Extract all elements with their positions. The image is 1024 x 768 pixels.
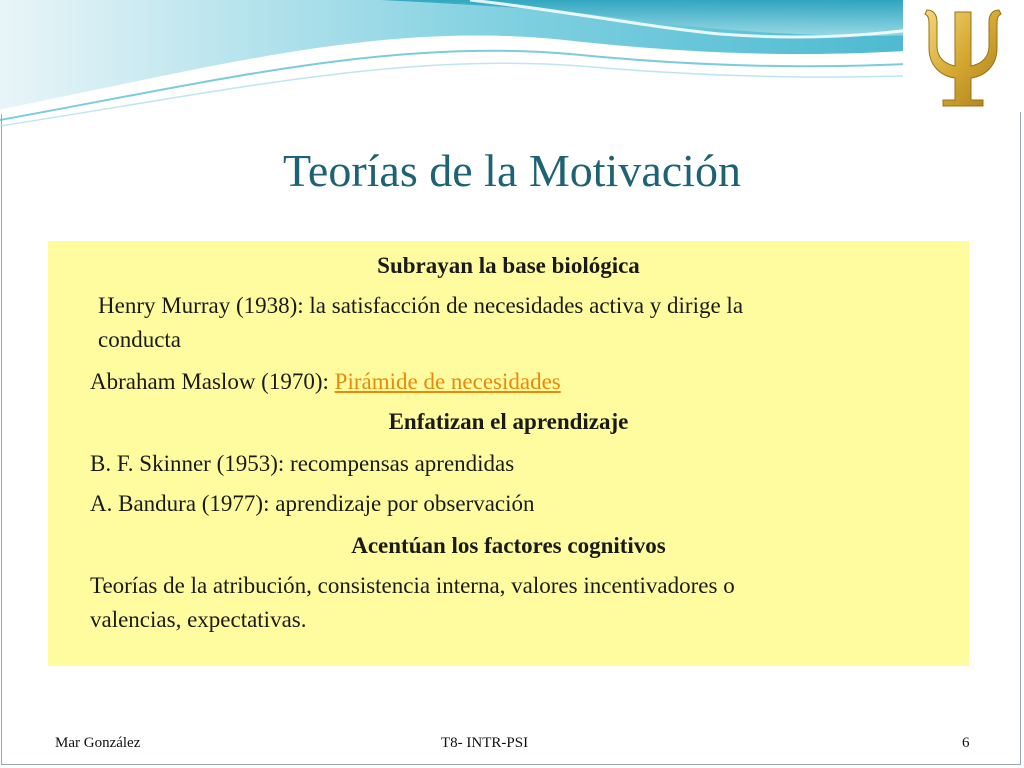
maslow-text	[90, 367, 561, 397]
maslow-prefix: Abraham Maslow (1970):	[90, 369, 335, 394]
cognitive-text-line1: Teorías de la atribución, consistencia interna, valores incentivadores o	[90, 573, 735, 598]
slide-title: Teorías de la Motivación	[283, 145, 741, 196]
header-wave-decoration	[0, 0, 1024, 130]
footer-course: T8- INTR-PSI	[441, 735, 529, 751]
psi-logo	[903, 0, 1024, 112]
cognitive-text-line2: valencias, expectativas.	[90, 607, 307, 632]
content-box	[48, 241, 969, 666]
skinner-text: B. F. Skinner (1953): recompensas aprendidas	[90, 451, 515, 476]
psi-icon	[903, 0, 1024, 112]
bandura-text: A. Bandura (1977): aprendizaje por observación	[90, 491, 535, 516]
heading-biological: Subrayan la base biológica	[377, 253, 640, 278]
murray-text-line2: conducta	[98, 327, 182, 352]
murray-text-line1: Henry Murray (1938): la satisfacción de necesidades activa y dirige la	[98, 293, 744, 318]
footer-author: Mar González	[55, 735, 141, 751]
heading-learning: Enfatizan el aprendizaje	[388, 409, 629, 434]
heading-cognitive: Acentúan los factores cognitivos	[351, 533, 666, 558]
footer-page-number: 6	[962, 735, 970, 751]
piramide-link[interactable]: Pirámide de necesidades	[334, 369, 561, 394]
